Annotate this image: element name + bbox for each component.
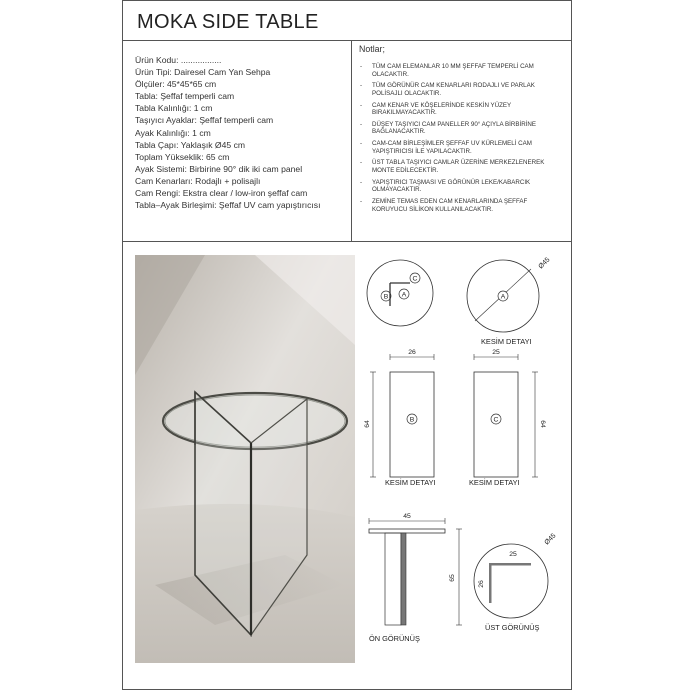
section-divider bbox=[123, 241, 571, 242]
marker-b: B bbox=[409, 416, 415, 424]
dimension-width: 25 bbox=[492, 349, 500, 356]
dimension-width: 26 bbox=[408, 349, 416, 356]
spec-line: Cam Rengi: Ekstra clear / low-iron şeffaf cam bbox=[135, 188, 308, 199]
spec-line: Toplam Yükseklik: 65 cm bbox=[135, 151, 230, 162]
dimension-height: 64 bbox=[364, 420, 371, 428]
drawing-canvas bbox=[363, 251, 568, 661]
note-item: - TÜM CAM ELEMANLAR 10 MM ŞEFFAF TEMPERLİ CAM OLACAKTIR. bbox=[359, 63, 564, 78]
notes-heading: Notlar; bbox=[359, 44, 385, 54]
panel-c-drawing bbox=[474, 349, 546, 477]
notes-list bbox=[359, 63, 564, 217]
title-divider bbox=[123, 40, 571, 41]
marker-b: B bbox=[383, 293, 389, 301]
dimension-leg-b: 26 bbox=[478, 580, 485, 588]
label-top-view: ÜST GÖRÜNÜŞ bbox=[485, 623, 540, 632]
note-item: - YAPIŞTIRICI TAŞMASI VE GÖRÜNÜR LEKE/KABARCIK OLMAYACAKTIR. bbox=[359, 179, 564, 194]
spec-line: Ayak Sistemi: Birbirine 90° dik iki cam panel bbox=[135, 163, 303, 174]
spec-list bbox=[135, 54, 350, 211]
label-cut-detail-b: KESİM DETAYI bbox=[385, 478, 436, 487]
dimension-leg-a: 25 bbox=[509, 551, 517, 558]
marker-a: A bbox=[500, 293, 506, 301]
dimension-width: 45 bbox=[403, 513, 411, 520]
spec-line: Tabla: Şeffaf temperli cam bbox=[135, 91, 235, 102]
technical-drawings bbox=[363, 251, 568, 661]
dimension-diameter: Ø45 bbox=[537, 256, 552, 271]
product-sheet bbox=[122, 0, 572, 690]
note-item: - CAM-CAM BİRLEŞİMLER ŞEFFAF UV KÜRLEMELİ CAM YAPIŞTIRICISI İLE YAPILACAKTIR. bbox=[359, 140, 564, 155]
spec-line: Ölçüler: 45*45*65 cm bbox=[135, 79, 217, 90]
note-item: - DÜŞEY TAŞIYICI CAM PANELLER 90° AÇIYLA BİRBİRİNE BAĞLANACAKTIR. bbox=[359, 121, 564, 136]
spec-line: Taşıyıcı Ayaklar: Şeffaf temperli cam bbox=[135, 115, 274, 126]
note-item: - ZEMİNE TEMAS EDEN CAM KENARLARINDA ŞEFFAF KORUYUCU SİLİKON KULLANILACAKTIR. bbox=[359, 198, 564, 213]
product-photo bbox=[135, 255, 355, 663]
spec-line: Tabla Çapı: Yaklaşık Ø45 cm bbox=[135, 139, 246, 150]
spec-line: Ürün Kodu: ................. bbox=[135, 55, 222, 65]
corner-detail-drawing bbox=[367, 260, 433, 326]
spec-line: Cam Kenarları: Rodajlı + polisajlı bbox=[135, 175, 261, 186]
page-title: MOKA SIDE TABLE bbox=[137, 11, 319, 33]
front-view-drawing bbox=[369, 513, 462, 625]
note-item: - TÜM GÖRÜNÜR CAM KENARLARI RODAJLI VE PARLAK POLİSAJLI OLACAKTIR. bbox=[359, 82, 564, 97]
spec-line: Tabla–Ayak Birleşimi: Şeffaf UV cam yapıştırıcısı bbox=[135, 200, 321, 211]
note-item: - CAM KENAR VE KÖŞELERİNDE KESKİN YÜZEY BIRAKILMAYACAKTIR. bbox=[359, 102, 564, 117]
marker-a: A bbox=[401, 291, 407, 299]
spec-line: Tabla Kalınlığı: 1 cm bbox=[135, 103, 213, 114]
spec-line: Ayak Kalınlığı: 1 cm bbox=[135, 127, 211, 138]
label-cut-detail-c: KESİM DETAYI bbox=[469, 478, 520, 487]
top-view-drawing bbox=[474, 532, 558, 618]
dimension-diameter: Ø45 bbox=[543, 532, 558, 547]
marker-c: C bbox=[412, 275, 418, 283]
label-front-view: ÖN GÖRÜNÜŞ bbox=[369, 634, 420, 643]
top-cut-detail-drawing bbox=[467, 256, 552, 332]
dimension-height: 65 bbox=[449, 574, 456, 582]
panel-b-drawing bbox=[364, 349, 434, 477]
spec-line: Ürün Tipi: Dairesel Cam Yan Sehpa bbox=[135, 67, 271, 78]
glass-table-photo bbox=[135, 255, 355, 663]
note-item: - ÜST TABLA TAŞIYICI CAMLAR ÜZERİNE MERKEZLENEREK MONTE EDİLECEKTİR. bbox=[359, 159, 564, 174]
dimension-height: 64 bbox=[539, 420, 546, 428]
label-cut-detail-top: KESİM DETAYI bbox=[481, 337, 532, 346]
column-divider bbox=[351, 40, 352, 241]
marker-c: C bbox=[493, 416, 499, 424]
